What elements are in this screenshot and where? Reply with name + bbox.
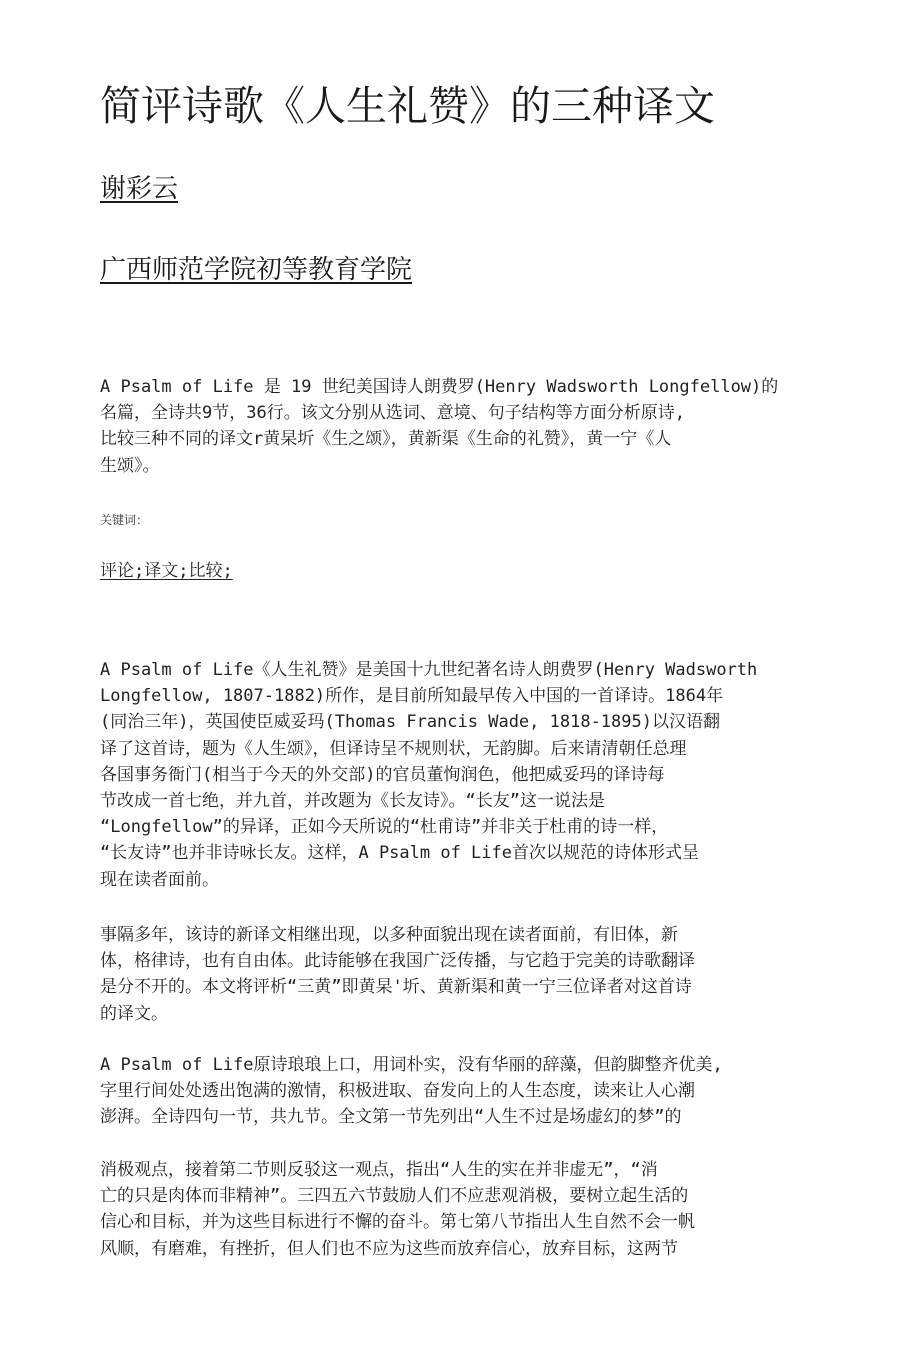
paragraph-line: 字里行间处处透出饱满的激情，积极进取、奋发向上的人生态度，读来让人心潮 <box>100 1081 695 1102</box>
paragraph-line: 事隔多年，该诗的新译文相继出现，以多种面貌出现在读者面前，有旧体，新 <box>100 925 678 945</box>
body-paragraph-4 <box>100 1157 695 1262</box>
abstract <box>100 374 778 479</box>
paragraph-line: 亡的只是肉体而非精神”。三四五六节鼓励人们不应悲观消极，要树立起生活的 <box>100 1186 689 1207</box>
paragraph-line: 是分不开的。本文将评析“三黄”即黄杲'圻、黄新渠和黄一宁三位译者对这首诗 <box>100 977 692 998</box>
author-affiliation[interactable]: 广西师范学院初等教育学院 <box>100 255 413 285</box>
paragraph-line: 节改成一首七绝，并九首，并改题为《长友诗》。“长友”这一说法是 <box>100 791 605 812</box>
paragraph-line: Longfellow, 1807-1882)所作，是目前所知最早传入中国的一首译诗。1864年 <box>100 686 724 707</box>
abstract-line: 生颂》。 <box>100 455 160 476</box>
body-paragraph-1 <box>100 657 757 893</box>
author-name[interactable]: 谢彩云 <box>100 174 179 204</box>
paragraph-line: A Psalm of Life原诗琅琅上口，用词朴实，没有华丽的辞藻，但韵脚整齐优美, <box>100 1055 723 1075</box>
paragraph-line: (同治三年)，英国使臣威妥玛(Thomas Francis Wade, 1818-1895)以汉语翻 <box>100 712 720 733</box>
body-paragraph-2 <box>100 922 695 1027</box>
article-title: 简评诗歌《人生礼赞》的三种译文 <box>100 82 715 130</box>
paragraph-line: 体，格律诗，也有自由体。此诗能够在我国广泛传播，与它趋于完美的诗歌翻译 <box>100 951 695 972</box>
paragraph-line: A Psalm of Life《人生礼赞》是美国十九世纪著名诗人朗费罗(Henry Wadsworth <box>100 660 758 680</box>
keywords-label: 关键词： <box>100 513 149 527</box>
paragraph-line: 消极观点，接着第二节则反驳这一观点，指出“人生的实在并非虚无”，“消 <box>100 1160 658 1180</box>
abstract-line: 比较三种不同的译文r黄杲圻《生之颂》，黄新渠《生命的礼赞》，黄一宁《人 <box>100 429 672 450</box>
body-paragraph-3 <box>100 1052 723 1131</box>
paragraph-line: 信心和目标，并为这些目标进行不懈的奋斗。第七第八节指出人生自然不会一帆 <box>100 1212 695 1233</box>
paragraph-line: “Longfellow”的异译，正如今天所说的“杜甫诗”并非关于杜甫的诗一样， <box>100 817 669 838</box>
paragraph-line: 澎湃。全诗四句一节，共九节。全文第一节先列出“人生不过是场虚幻的梦”的 <box>100 1107 682 1128</box>
paragraph-line: 现在读者面前。 <box>100 869 219 890</box>
paragraph-line: 各国事务衙门(相当于今天的外交部)的官员董恂润色，他把威妥玛的译诗每 <box>100 764 665 785</box>
paragraph-line: “长友诗”也并非诗咏长友。这样，A Psalm of Life首次以规范的诗体形式呈 <box>100 843 699 864</box>
keywords-value[interactable]: 评论;译文;比较; <box>100 561 233 581</box>
abstract-line: 名篇，全诗共9节，36行。该文分别从选词、意境、句子结构等方面分析原诗, <box>100 403 685 424</box>
paragraph-line: 的译文。 <box>100 1003 168 1024</box>
paragraph-line: 风顺，有磨难，有挫折，但人们也不应为这些而放弃信心，放弃目标，这两节 <box>100 1238 678 1259</box>
abstract-line: A Psalm of Life 是 19 世纪美国诗人朗费罗(Henry Wadsworth Longfellow)的 <box>100 377 779 397</box>
paragraph-line: 译了这首诗，题为《人生颂》，但译诗呈不规则状，无韵脚。后来请清朝任总理 <box>100 738 687 759</box>
